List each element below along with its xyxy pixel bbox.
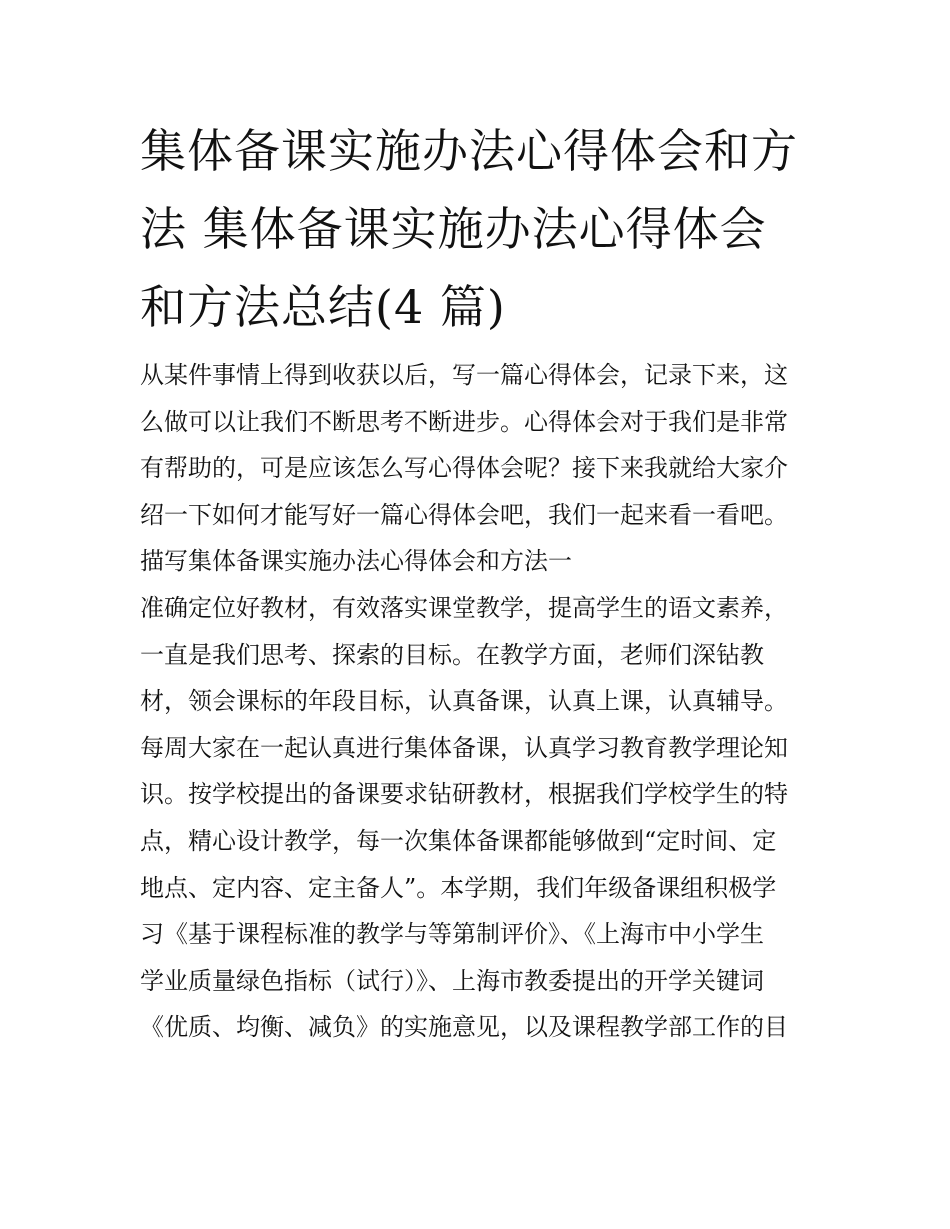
body-line-1: 从某件事情上得到收获以后，写一篇心得体会，记录下来，这 [140, 361, 788, 389]
body-line-8: 材，领会课标的年段目标，认真备课，认真上课，认真辅导。 [140, 687, 788, 716]
body-line-12: 地点、定内容、定主备人”。本学期，我们年级备课组积极学 [140, 873, 777, 902]
body-line-4: 绍一下如何才能写好一篇心得体会吧，我们一起来看一看吧。 [140, 500, 788, 529]
body-line-6: 准确定位好教材，有效落实课堂教学，提高学生的语文素养， [140, 593, 788, 622]
body-line-7: 一直是我们思考、探索的目标。在教学方面，老师们深钻教 [140, 640, 764, 669]
body-line-3: 有帮助的，可是应该怎么写心得体会呢？接下来我就给大家介 [140, 454, 788, 483]
body-line-14: 学业质量绿色指标（试行）》、上海市教委提出的开学关键词 [140, 966, 764, 995]
body-line-9: 每周大家在一起认真进行集体备课，认真学习教育教学理论知 [140, 733, 788, 762]
body-line-15: 《优质、均衡、减负》的实施意见，以及课程教学部工作的目 [140, 1013, 788, 1042]
body-line-13: 习《基于课程标准的教学与等第制评价》、《上海市中小学生 [140, 920, 764, 949]
body-line-10: 识。按学校提出的备课要求钻研教材，根据我们学校学生的特 [140, 780, 788, 809]
body-line-2: 么做可以让我们不断思考不断进步。心得体会对于我们是非常 [140, 407, 788, 436]
document-title: 集体备课实施办法心得体会和方法 集体备课实施办法心得体会和方法总结(4 篇) [140, 124, 798, 334]
document-page [140, 112, 812, 1051]
section-heading: 描写集体备课实施办法心得体会和方法一 [140, 547, 572, 576]
body-line-11: 点，精心设计教学，每一次集体备课都能够做到“定时间、定 [140, 826, 777, 855]
